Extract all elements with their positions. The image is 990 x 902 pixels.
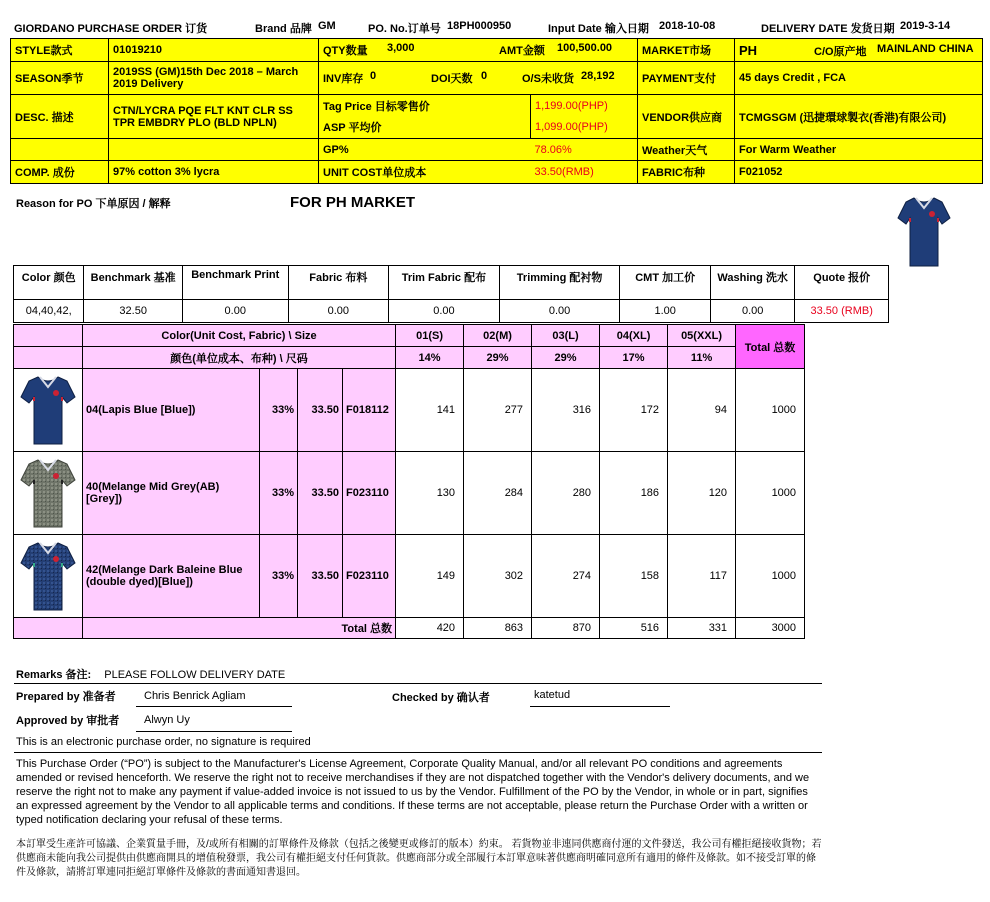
color-04-qty-l: 316 — [532, 369, 600, 452]
payment-label: PAYMENT支付 — [638, 62, 735, 95]
weather-value: For Warm Weather — [735, 139, 983, 161]
color-40-name: 40(Melange Mid Grey(AB) [Grey]) — [83, 452, 260, 535]
amt-value: 100,500.00 — [557, 42, 613, 54]
market-co-cell — [735, 39, 983, 62]
total-row-label: Total 总数 — [83, 618, 396, 639]
tag-price-label: Tag Price 目标零售价 — [319, 95, 531, 117]
delivery-date-value: 2019-3-14 — [900, 20, 951, 32]
total-xxl: 331 — [668, 618, 736, 639]
reason-value: FOR PH MARKET — [290, 194, 415, 211]
desc-label: DESC. 描述 — [11, 95, 109, 139]
os-label: O/S未收货 — [522, 73, 574, 85]
gp-label: GP% — [319, 139, 531, 161]
color-40-qty-s: 130 — [396, 452, 464, 535]
color-04-qty-s: 141 — [396, 369, 464, 452]
delivery-date-label: DELIVERY DATE 发货日期 — [761, 23, 895, 35]
bench-value-print: 0.00 — [182, 300, 288, 323]
table-row — [14, 535, 805, 618]
color-40-thumbnail — [14, 452, 83, 535]
size-header-total: Total 总数 — [736, 325, 805, 369]
bench-value-cmt: 1.00 — [620, 300, 711, 323]
asp-value: 1,099.00(PHP) — [531, 117, 638, 139]
color-04-qty-xxl: 94 — [668, 369, 736, 452]
bench-value-quote: 33.50 (RMB) — [795, 300, 889, 323]
tag-price-value: 1,199.00(PHP) — [531, 95, 638, 117]
terms-chinese: 本訂單受生產許可協議、企業質量手冊，及/或所有相關的訂單條件及條款（包括之後變更或修訂的版本）約束。 若貨物並非連同供應商付運的文件發送，我公司有權拒絕接收貨物；若供應商未能向我公司提供由供應商開具的增值稅發票，我公司有權拒絕支付任何貨款。供應商部分或全部履行本訂單意味著供應商明確同意所有適用的條件及條款。如不接受訂單的條件及條款，請將訂單連同拒絕訂單條件及條款的書面通知書退回。 — [16, 839, 822, 878]
color-40-cost: 33.50 — [298, 452, 343, 535]
bench-value-color: 04,40,42, — [14, 300, 84, 323]
bench-header-trim-fabric: Trim Fabric 配布 — [389, 266, 500, 300]
brand-label: Brand 品牌 — [255, 23, 312, 35]
bench-value-fabric: 0.00 — [288, 300, 389, 323]
comp-value: 97% cotton 3% lycra — [109, 161, 319, 184]
empty-value-cell — [109, 139, 319, 161]
gp-value: 78.06% — [531, 139, 638, 161]
unit-cost-label: UNIT COST单位成本 — [319, 161, 531, 184]
total-row-blank — [14, 618, 83, 639]
color-04-fabric: F018112 — [343, 369, 396, 452]
ratio-m: 29% — [464, 347, 532, 369]
checked-by-value: katetud — [534, 689, 571, 701]
ratio-s: 14% — [396, 347, 464, 369]
weather-label: Weather天气 — [638, 139, 735, 161]
color-04-pct: 33% — [260, 369, 298, 452]
color-42-pct: 33% — [260, 535, 298, 618]
polo-shirt-icon — [19, 372, 77, 448]
doi-label: DOI天数 — [431, 73, 473, 85]
benchmark-table — [13, 265, 889, 323]
vendor-value: TCMGSGM (迅捷環球製衣(香港)有限公司) — [735, 95, 983, 139]
grand-total: 3000 — [736, 618, 805, 639]
qty-label: QTY数量 — [323, 45, 368, 57]
total-s: 420 — [396, 618, 464, 639]
divider — [14, 683, 822, 684]
ratio-l: 29% — [532, 347, 600, 369]
color-04-total: 1000 — [736, 369, 805, 452]
electronic-note: This is an electronic purchase order, no signature is required — [16, 736, 311, 748]
inv-label: INV库存 — [323, 73, 364, 85]
doi-value: 0 — [481, 70, 488, 82]
polo-shirt-icon — [896, 192, 952, 270]
size-header-title-en: Color(Unit Cost, Fabric) \ Size — [83, 325, 396, 347]
asp-label: ASP 平均价 — [319, 117, 531, 139]
color-04-qty-xl: 172 — [600, 369, 668, 452]
brand-value: GM — [318, 20, 336, 32]
size-header-s: 01(S) — [396, 325, 464, 347]
terms-english: This Purchase Order (“PO”) is subject to the Manufacturer's License Agreement, Corporate Quality Manual, and/or all relevant PO conditions and agreements amended or revised henceforth. We reserve the right not to receive merchandises if they are not dispatched together with the Vendor's delivery documents, and we reserve the right not to make any payment if value-added invoice is not issued to us by the Vendor. Fulfillment of the PO by the Vendor, in whole or in part, signifies an expressed agreement by the Vendor to all applicable terms and conditions. If these terms are not acceptable, please return the Purchase Order with a written or typed notification declaring your refusal of these terms. — [16, 758, 810, 826]
reason-label: Reason for PO 下单原因 / 解释 — [16, 198, 171, 210]
amt-label: AMT金额 — [499, 45, 545, 57]
co-value: MAINLAND CHINA — [877, 42, 974, 55]
size-header-m: 02(M) — [464, 325, 532, 347]
vendor-label: VENDOR供应商 — [638, 95, 735, 139]
ratio-xl: 17% — [600, 347, 668, 369]
size-breakdown-table — [13, 324, 805, 639]
qty-amt-cell — [319, 39, 638, 62]
fabric-value: F021052 — [735, 161, 983, 184]
color-40-qty-xl: 186 — [600, 452, 668, 535]
table-row — [14, 452, 805, 535]
desc-value: CTN/LYCRA PQE FLT KNT CLR SS TPR EMBDRY PLO (BLD NPLN) — [109, 95, 319, 139]
product-thumbnail — [896, 192, 952, 273]
season-label: SEASON季节 — [11, 62, 109, 95]
inv-value: 0 — [370, 70, 377, 82]
color-42-name: 42(Melange Dark Baleine Blue (double dyed)[Blue]) — [83, 535, 260, 618]
color-42-qty-xxl: 117 — [668, 535, 736, 618]
os-value: 28,192 — [581, 70, 615, 82]
bench-header-trimming: Trimming 配衬物 — [499, 266, 620, 300]
po-number-label: PO. No.订单号 — [368, 23, 441, 35]
company-po-title: GIORDANO PURCHASE ORDER 订货 — [14, 23, 208, 35]
size-header-l: 03(L) — [532, 325, 600, 347]
input-date-value: 2018-10-08 — [659, 20, 716, 32]
approved-by-value: Alwyn Uy — [144, 714, 190, 726]
bench-header-color: Color 颜色 — [14, 266, 84, 300]
color-42-cost: 33.50 — [298, 535, 343, 618]
size-header-xxl: 05(XXL) — [668, 325, 736, 347]
approved-by-label: Approved by 审批者 — [16, 715, 120, 727]
color-40-pct: 33% — [260, 452, 298, 535]
inventory-cell — [319, 62, 638, 95]
input-date-label: Input Date 输入日期 — [548, 23, 649, 35]
remarks-label: Remarks 备注: — [16, 669, 92, 681]
bench-header-cmt: CMT 加工价 — [620, 266, 711, 300]
size-header-blank-2 — [14, 347, 83, 369]
remarks-value: PLEASE FOLLOW DELIVERY DATE — [104, 669, 286, 681]
size-header-xl: 04(XL) — [600, 325, 668, 347]
size-header-title-cn: 颜色(单位成本、布种) \ 尺码 — [83, 347, 396, 369]
color-42-qty-s: 149 — [396, 535, 464, 618]
color-40-qty-l: 280 — [532, 452, 600, 535]
prepared-by-value: Chris Benrick Agliam — [144, 690, 246, 702]
polo-shirt-icon — [19, 538, 77, 614]
bench-header-quote: Quote 报价 — [795, 266, 889, 300]
bench-value-trim-fabric: 0.00 — [389, 300, 500, 323]
remarks — [16, 666, 285, 682]
total-xl: 516 — [600, 618, 668, 639]
comp-label: COMP. 成份 — [11, 161, 109, 184]
color-42-total: 1000 — [736, 535, 805, 618]
empty-label-cell — [11, 139, 109, 161]
style-label: STYLE款式 — [11, 39, 109, 62]
color-04-name: 04(Lapis Blue [Blue]) — [83, 369, 260, 452]
color-04-qty-m: 277 — [464, 369, 532, 452]
color-40-qty-m: 284 — [464, 452, 532, 535]
bench-header-washing: Washing 洗水 — [710, 266, 794, 300]
divider — [14, 752, 822, 753]
bench-value-trimming: 0.00 — [499, 300, 620, 323]
color-04-cost: 33.50 — [298, 369, 343, 452]
color-42-qty-m: 302 — [464, 535, 532, 618]
bench-header-print: Benchmark Print — [182, 266, 288, 300]
po-number-value: 18PH000950 — [447, 20, 512, 32]
total-l: 870 — [532, 618, 600, 639]
market-label: MARKET市场 — [638, 39, 735, 62]
prepared-by-label: Prepared by 准备者 — [16, 691, 116, 703]
checked-by-label: Checked by 确认者 — [392, 692, 490, 704]
color-40-fabric: F023110 — [343, 452, 396, 535]
unit-cost-value: 33.50(RMB) — [531, 161, 638, 184]
style-value: 01019210 — [109, 39, 319, 62]
checked-by-underline — [530, 706, 670, 707]
size-header-blank — [14, 325, 83, 347]
polo-shirt-icon — [19, 455, 77, 531]
approved-by-underline — [136, 731, 292, 732]
fabric-label: FABRIC布种 — [638, 161, 735, 184]
color-42-fabric: F023110 — [343, 535, 396, 618]
table-row — [14, 369, 805, 452]
ratio-xxl: 11% — [668, 347, 736, 369]
bench-header-benchmark: Benchmark 基准 — [84, 266, 183, 300]
bench-value-benchmark: 32.50 — [84, 300, 183, 323]
total-m: 863 — [464, 618, 532, 639]
color-42-thumbnail — [14, 535, 83, 618]
bench-value-washing: 0.00 — [710, 300, 794, 323]
color-40-total: 1000 — [736, 452, 805, 535]
color-04-thumbnail — [14, 369, 83, 452]
co-label: C/O原产地 — [814, 45, 867, 58]
bench-header-fabric: Fabric 布料 — [288, 266, 389, 300]
prepared-by-underline — [136, 706, 292, 707]
po-info-grid — [10, 38, 983, 184]
qty-value: 3,000 — [387, 42, 415, 54]
season-value: 2019SS (GM)15th Dec 2018 – March 2019 Delivery — [109, 62, 319, 95]
color-40-qty-xxl: 120 — [668, 452, 736, 535]
color-42-qty-l: 274 — [532, 535, 600, 618]
market-value: PH — [739, 42, 758, 58]
color-42-qty-xl: 158 — [600, 535, 668, 618]
payment-value: 45 days Credit , FCA — [735, 62, 983, 95]
